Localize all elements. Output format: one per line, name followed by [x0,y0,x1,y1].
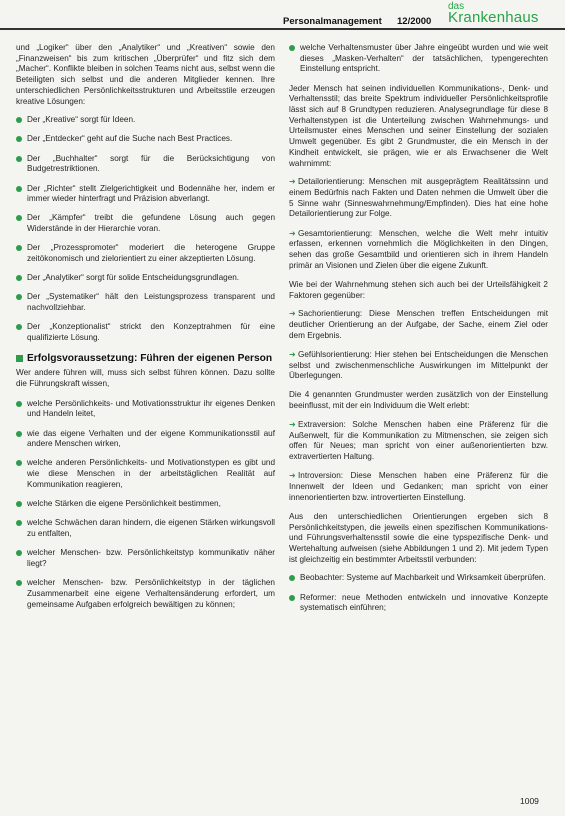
arrow-right-icon: ➜ [289,309,296,319]
role-item: Der „Entdecker“ geht auf die Suche nach Best Practices. [16,134,275,145]
worktype-item: Beobachter: Systeme auf Machbarkeit und Wirksamkeit überprüfen. [289,573,548,584]
role-item: Der „Prozesspromoter“ moderiert die heterogene Gruppe zeitökonomisch und zielorientiert zu einer akzeptierten Lösung. [16,243,275,264]
arrow-item: ➜ Sachorientierung: Diese Menschen treffen Entscheidungen mit deutlicher Orientierung an der Aufgabe, der Sache, einem Ziel oder dem Ergebnis. [289,309,548,340]
section-title: Personalmanagement [283,16,382,27]
arrow-right-icon: ➜ [289,471,296,481]
intro-paragraph: und „Logiker“ über den „Analytiker“ und „Kreativen“ sowie den „Finanzweisen“ bis zum kritischen „Überprüfer“ und fitz sich dem „Macher“. Konflikte bleiben in solchen Teams nicht aus, selbst wenn die Beteiligten sich selbst und die anderen Mitglieder kennen. Ihre unterschiedlichen Persönlichkeitsstrukturen und Arbeitsstile erzeugen kreative Lösungen: [16,43,275,106]
arrow-item: ➜ Extraversion: Solche Menschen haben eine Präferenz für die Außenwelt, für die Kommunikation zu Mitmenschen, sie zeigen sich offen für Neues; man spricht von einer außenorientierten bzw. extravertierten Haltung. [289,419,548,461]
question-item: welche anderen Persönlichkeits- und Motivationstypen es gibt und wie diese Menschen in der arbeitstäglichen Realität auf Kommunikation reagieren, [16,458,275,490]
bullet-dot-icon [16,580,22,586]
question-item: welcher Menschen- bzw. Persönlichkeitstyp in der täglichen Zusammenarbeit eine eigene Verhaltensänderung erfordert, um gemeinsame Aufgaben erfolgreich bewältigen zu können; [16,578,275,610]
bullet-dot-icon [16,294,22,300]
bullet-dot-icon [289,595,295,601]
arrow-item: ➜ Detailorientierung: Menschen mit ausgeprägtem Realitätssinn und einem Bedürfnis nach Fakten und Daten nehmen die Umwelt über die 5 Sinne wahr (Sinneswahrnehmung/Empfinden). Dies hat eine hohe Detailorientierung zur Folge. [289,177,548,219]
bullet-dot-icon [289,45,295,51]
bullet-dot-icon [16,186,22,192]
section-heading: Erfolgsvoraussetzung: Führen der eigenen Person [16,352,275,365]
arrow-right-icon: ➜ [289,419,296,429]
paragraph: Jeder Mensch hat seinen individuellen Kommunikations-, Denk- und Verhaltensstil; das breite Spektrum individueller Persönlichkeitsprofile lässt sich auf 8 Grundtypen reduzieren. Analysegrundlage für diese 8 Verhaltenstypen ist die Unterteilung zwischen Wahrnehmungs- und Urteilsmuster eines Menschen und seiner Einstellung der sozialen Umwelt gegenüber. Es gibt 2 Grundmuster, die ein Mensch in der Kindheit entwickelt, sie prägen, wie er als Erwachsener die Welt wahrnimmt: [289,83,548,168]
role-item: Der „Richter“ stellt Zielgerichtigkeit und Bodennähe her, indem er immer wieder hinterfragt und Präzision abverlangt. [16,184,275,205]
bullet-dot-icon [16,215,22,221]
paragraph: Wie bei der Wahrnehmung stehen sich auch bei der Urteilsfähigkeit 2 Faktoren gegenüber: [289,279,548,300]
top-bullet-item: welche Verhaltensmuster über Jahre eingeübt wurden und wie weit dieses „Masken-Verhalten“ der tatsächlichen, typengerechten Einstellung entspricht. [289,43,548,75]
bullet-dot-icon [16,136,22,142]
arrow-item: ➜ Gesamtorientierung: Menschen, welche die Welt mehr intuitiv erfassen, erkennen vornehmlich die Möglichkeiten in den Dingen, sehen das große Gesamtbild und orientieren sich in ihrem Handeln primär an Visionen und Zielen über die eigene Zukunft. [289,228,548,270]
paragraph: Aus den unterschiedlichen Orientierungen ergeben sich 8 Persönlichkeitstypen, die jeweils einen spezifischen Kommunikations- und Führungsverhaltensstil sowie die eine typspezifische Denk- und Wertehaltung aufweisen (siehe Abbildungen 1 und 2). Mit jedem Typen ist gleichzeitig ein bestimmter Arbeitsstil verbunden: [289,511,548,564]
bullet-dot-icon [16,324,22,330]
role-item: Der „Buchhalter“ sorgt für die Berücksichtigung von Budgetrestriktionen. [16,154,275,175]
role-item: Der „Analytiker“ sorgt für solide Entscheidungsgrundlagen. [16,273,275,284]
bullet-dot-icon [16,501,22,507]
bullet-dot-icon [16,550,22,556]
header-rule [0,28,565,30]
logo-main-text: Krankenhaus [448,9,539,26]
role-item: Der „Konzeptionalist“ strickt den Konzeptrahmen für eine qualifizierte Lösung. [16,322,275,343]
bullet-dot-icon [16,431,22,437]
bullet-dot-icon [16,401,22,407]
arrow-right-icon: ➜ [289,228,296,238]
question-item: welche Persönlichkeits- und Motivationsstruktur ihr eigenes Denken und Handeln leitet, [16,399,275,420]
role-item: Der „Kreative“ sorgt für Ideen. [16,115,275,126]
bullet-dot-icon [289,575,295,581]
arrow-right-icon: ➜ [289,349,296,359]
worktype-item: Reformer: neue Methoden entwickeln und innovative Konzepte systematisch einführen; [289,593,548,614]
bullet-dot-icon [16,460,22,466]
role-item: Der „Systematiker“ hält den Leistungsprozess transparent und nachvollziehbar. [16,292,275,313]
question-item: welche Stärken die eigene Persönlichkeit bestimmen, [16,499,275,510]
bullet-dot-icon [16,156,22,162]
role-item: Der „Kämpfer“ treibt die gefundene Lösung auch gegen Widerstände in der Hierarchie voran. [16,213,275,234]
question-item: welcher Menschen- bzw. Persönlichkeitstyp kommunikativ näher liegt? [16,548,275,569]
logo-small-text: das [448,1,465,12]
arrow-right-icon: ➜ [289,177,296,187]
question-item: welche Schwächen daran hindern, die eigenen Stärken wirkungsvoll zu entfalten, [16,518,275,539]
bullet-dot-icon [16,117,22,123]
arrow-item: ➜ Introversion: Diese Menschen haben eine Präferenz für die Innenwelt der Ideen und Gedanken; man spricht von einer innenorientierten bzw. introvertierten Einstellung. [289,471,548,502]
page-header [0,0,565,30]
paragraph: Die 4 genannten Grundmuster werden zusätzlich von der Einstellung beeinflusst, mit der ein Individuum die Welt erlebt: [289,390,548,411]
heading-intro: Wer andere führen will, muss sich selbst führen können. Dazu sollte die Führungskraft wissen, [16,368,275,388]
question-item: wie das eigene Verhalten und der eigene Kommunikationsstil auf andere Menschen wirken, [16,429,275,450]
heading-square-icon [16,355,23,362]
bullet-dot-icon [16,245,22,251]
arrow-item: ➜ Gefühlsorientierung: Hier stehen bei Entscheidungen die Menschen selbst und zwischenmenschliche Auswirkungen im Mittelpunkt der Überlegungen. [289,349,548,381]
issue-number: 12/2000 [397,16,432,27]
bullet-dot-icon [16,520,22,526]
right-column [289,43,548,622]
left-column [16,43,275,619]
bullet-dot-icon [16,275,22,281]
page-number: 1009 [520,796,539,806]
